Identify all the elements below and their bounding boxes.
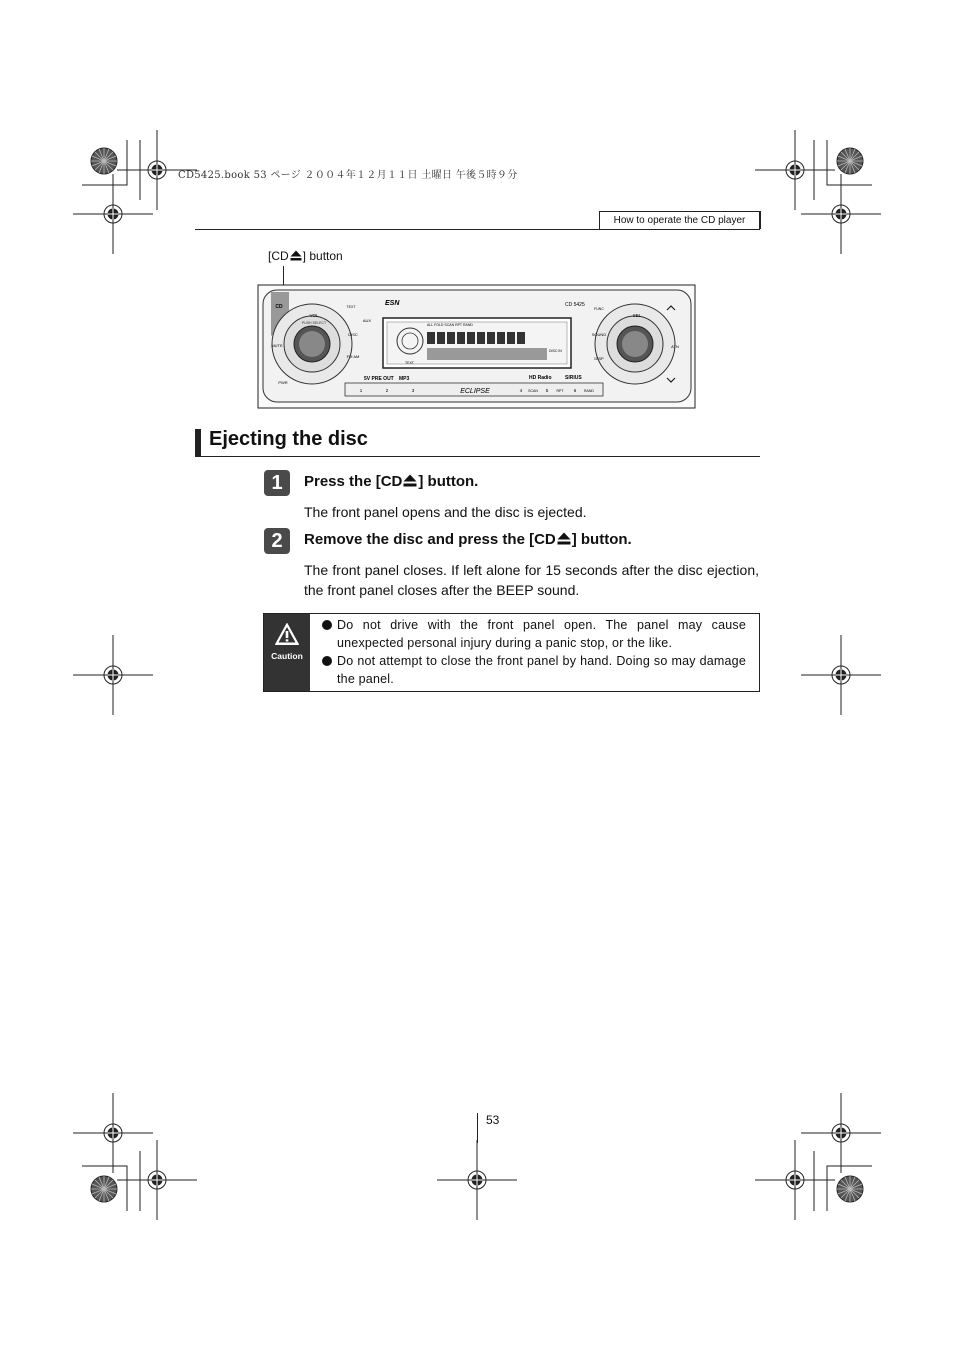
caution-sidebar: [264, 614, 310, 691]
scan-label: SCAN: [528, 389, 538, 393]
preset-3: 3: [411, 388, 415, 393]
step-1-title: [304, 473, 478, 490]
preset-5: 5: [545, 388, 549, 393]
display-text-label: TEXT: [405, 361, 414, 365]
eject-icon: [403, 474, 417, 487]
section-heading-bar: [195, 429, 201, 456]
step-1-body: The front panel opens and the disc is ejected.: [304, 504, 587, 520]
sirius-logo: SIRIUS: [565, 375, 582, 381]
step-1-badge: 1: [264, 470, 290, 496]
cd-button-callout: [268, 249, 343, 263]
car-stereo-front-panel: [257, 284, 697, 410]
print-header: CD5425.book 53 ページ ２００４年１２月１１日 土曜日 午後５時９分: [178, 170, 518, 181]
step-1-title-suffix: ] button.: [418, 473, 479, 490]
caution-list: [322, 616, 746, 688]
brand-top-logo: ESN: [385, 300, 400, 307]
mp3-logo: MP3: [399, 376, 410, 382]
push-select-label: PUSH SELECT: [301, 321, 327, 325]
callout-suffix: ] button: [302, 249, 343, 263]
step-2-title: [304, 531, 632, 548]
page-number: 53: [486, 1113, 500, 1127]
disc-in-indicator: DISC IN: [549, 349, 562, 353]
pwr-label: PWR: [278, 380, 288, 385]
caution-item-text: Do not drive with the front panel open. The panel may cause unexpected personal injury during a panic stop, or the like.: [337, 618, 746, 650]
step-2-body: The front panel closes. If left alone for 15 seconds after the disc ejection, the front panel closes after the BEEP sound.: [304, 562, 759, 598]
caution-item: [322, 616, 746, 652]
caution-item-text: Do not attempt to close the front panel by hand. Doing so may damage the panel.: [337, 654, 746, 686]
page-number-rule: [477, 1113, 478, 1143]
eject-icon: [290, 250, 302, 261]
mute-label: MUTE: [271, 343, 283, 348]
fm-am-label: FM AM: [346, 354, 360, 359]
preset-6: 6: [573, 388, 577, 393]
preset-4: 4: [519, 388, 523, 393]
sel-label: SEL: [632, 313, 642, 318]
disc-label: DISC: [348, 332, 358, 337]
sound-label: SOUND: [591, 332, 607, 337]
atn-label: ATN: [671, 344, 679, 349]
section-title: Ejecting the disc: [209, 428, 368, 450]
warning-icon: [274, 622, 300, 646]
preset-2: 2: [385, 388, 389, 393]
cd-button-label: CD: [275, 304, 283, 310]
header-rule: [195, 229, 760, 230]
rpt-label: RPT: [556, 389, 564, 393]
caution-label: Caution: [271, 651, 303, 661]
rand-label: RAND: [584, 389, 594, 393]
preset-1: 1: [359, 388, 363, 393]
caution-item: [322, 652, 746, 688]
caution-box: [263, 613, 760, 692]
bullet-icon: [322, 656, 332, 666]
eject-icon: [557, 532, 571, 545]
step-2-badge: 2: [264, 528, 290, 554]
callout-prefix: [CD: [268, 249, 289, 263]
text-button-label: TEXT: [346, 305, 356, 309]
aux-label: AUX: [362, 318, 372, 323]
hd-radio-logo: HD Radio: [529, 375, 552, 381]
display-indicators: ALL FOLD SCAN RPT RAND: [427, 323, 473, 327]
disp-label: DISP: [594, 356, 604, 361]
step-1-title-prefix: Press the [CD: [304, 473, 403, 490]
brand-bottom-logo: ECLIPSE: [460, 388, 490, 395]
preout-logo: 5V PRE OUT: [364, 376, 394, 382]
func-label: FUNC: [594, 307, 604, 311]
model-label: CD 5425: [565, 302, 585, 308]
step-2-title-prefix: Remove the disc and press the [CD: [304, 531, 556, 548]
section-tab: How to operate the CD player: [599, 211, 761, 229]
vol-label: VOL: [309, 313, 319, 318]
section-heading-rule: [195, 456, 760, 457]
bullet-icon: [322, 620, 332, 630]
step-2-title-suffix: ] button.: [571, 531, 632, 548]
